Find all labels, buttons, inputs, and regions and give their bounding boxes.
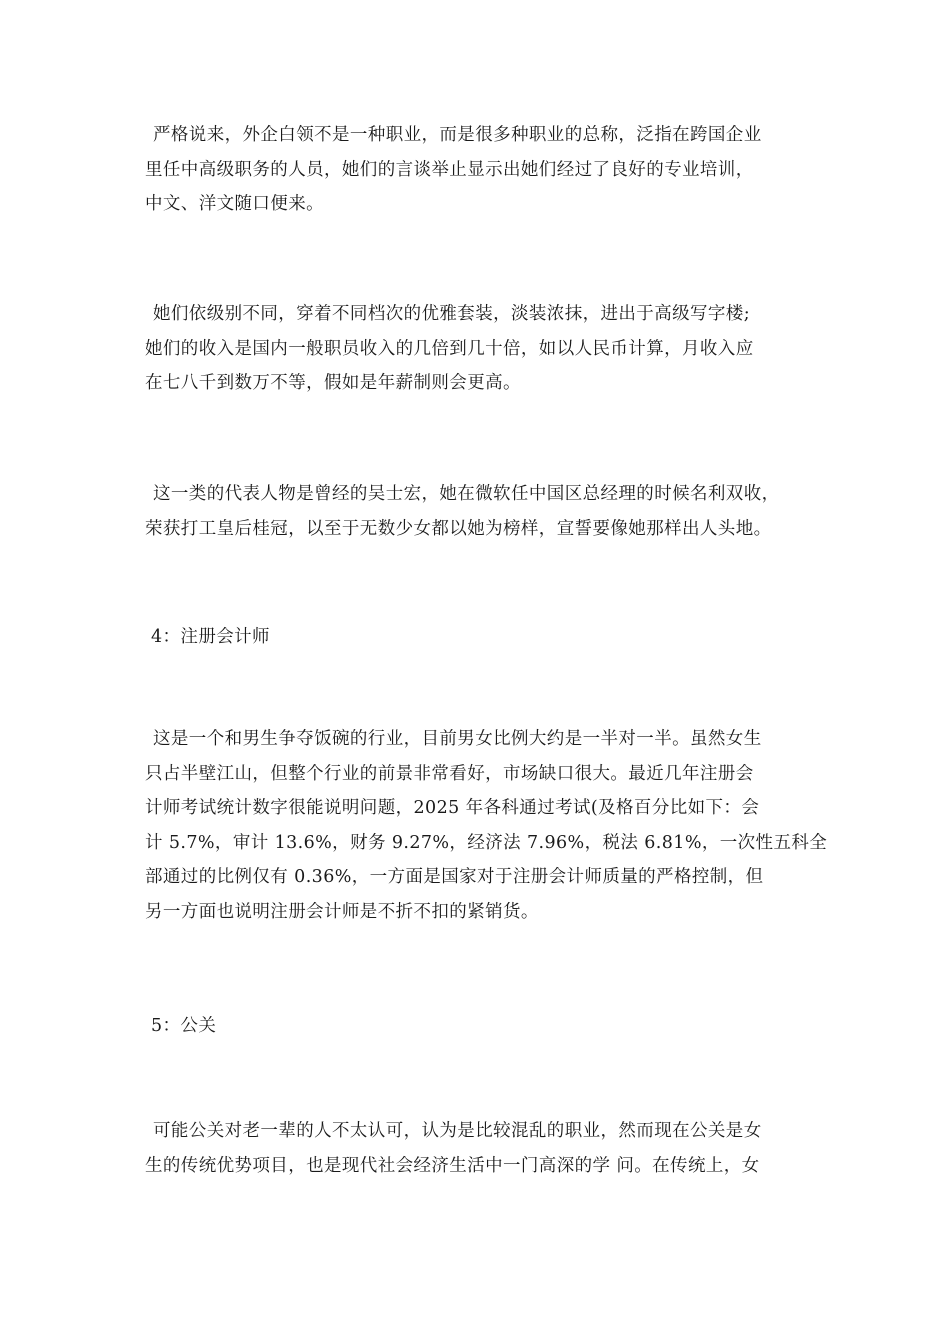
section-heading-text: 5：公关 bbox=[151, 1016, 217, 1036]
paragraph-line: 荣获打工皇后桂冠，以至于无数少女都以她为榜样，宣誓要像她那样出人头地。 bbox=[145, 518, 772, 539]
paragraph-line: 只占半壁江山，但整个行业的前景非常看好，市场缺口很大。最近几年注册会 bbox=[145, 763, 754, 784]
paragraph-line: 部通过的比例仅有 0.36%，一方面是国家对于注册会计师质量的严格控制，但 bbox=[145, 867, 764, 887]
paragraph-line: 可能公关对老一辈的人不太认可，认为是比较混乱的职业，然而现在公关是女 bbox=[153, 1121, 762, 1141]
paragraph-foreign-enterprise-income bbox=[145, 297, 825, 401]
paragraph-line: 她们依级别不同，穿着不同档次的优雅套装，淡装浓抹，进出于高级写字楼; bbox=[153, 304, 750, 324]
section-heading-accountant bbox=[145, 620, 825, 655]
paragraph-line: 计师考试统计数字很能说明问题，2025 年各科通过考试(及格百分比如下：会 bbox=[145, 798, 760, 818]
paragraph-line: 严格说来，外企白领不是一种职业，而是很多种职业的总称，泛指在跨国企业 bbox=[153, 125, 762, 145]
paragraph-public-relations-details bbox=[145, 1114, 825, 1183]
section-heading-text: 4：注册会计师 bbox=[151, 627, 270, 647]
paragraph-representative-figure bbox=[145, 477, 825, 546]
section-heading-public-relations bbox=[145, 1009, 825, 1044]
paragraph-line: 生的传统优势项目，也是现代社会经济生活中一门高深的学 问。在传统上，女 bbox=[145, 1155, 760, 1176]
paragraph-accountant-details bbox=[145, 722, 828, 929]
paragraph-foreign-enterprise-definition bbox=[145, 118, 825, 222]
paragraph-line: 里任中高级职务的人员，她们的言谈举止显示出她们经过了良好的专业培训， bbox=[145, 159, 754, 180]
paragraph-line: 计 5.7%，审计 13.6%，财务 9.27%，经济法 7.96%，税法 6.81%，一次性五科全 bbox=[145, 832, 828, 853]
paragraph-line: 中文、洋文随口便来。 bbox=[145, 194, 324, 214]
paragraph-line: 另一方面也说明注册会计师是不折不扣的紧销货。 bbox=[145, 901, 539, 922]
paragraph-line: 这一类的代表人物是曾经的吴士宏，她在微软任中国区总经理的时候名利双收， bbox=[153, 484, 780, 504]
paragraph-line: 在七八千到数万不等，假如是年薪制则会更高。 bbox=[145, 373, 521, 393]
paragraph-line: 她们的收入是国内一般职员收入的几倍到几十倍，如以人民币计算，月收入应 bbox=[145, 338, 754, 359]
paragraph-line: 这是一个和男生争夺饭碗的行业，目前男女比例大约是一半对一半。虽然女生 bbox=[153, 729, 762, 749]
